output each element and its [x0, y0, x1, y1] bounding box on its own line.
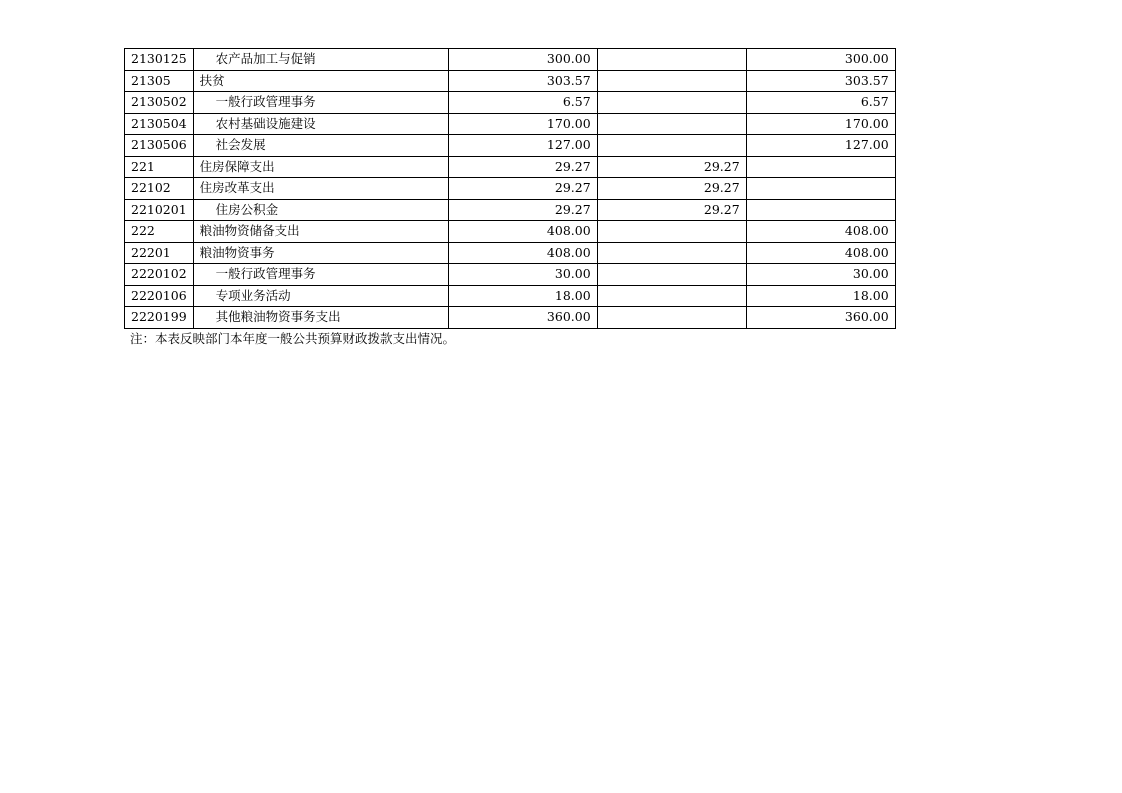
basic-expenditure-cell	[597, 70, 746, 92]
project-expenditure-cell: 30.00	[746, 264, 895, 286]
subject-name-text: 农村基础设施建设	[215, 115, 316, 131]
basic-expenditure-cell	[597, 285, 746, 307]
table-row	[125, 307, 896, 329]
total-amount-cell: 29.27	[448, 199, 597, 221]
total-amount-cell: 127.00	[448, 135, 597, 157]
subject-name-cell	[193, 49, 448, 71]
subject-code-cell: 2130502	[125, 92, 194, 114]
subject-name-cell	[193, 264, 448, 286]
subject-name-text: 专项业务活动	[215, 287, 291, 303]
basic-expenditure-cell: 29.27	[597, 199, 746, 221]
table-note: 注：本表反映部门本年度一般公共预算财政拨款支出情况。	[130, 331, 456, 346]
basic-expenditure-cell: 29.27	[597, 156, 746, 178]
basic-expenditure-cell	[597, 242, 746, 264]
total-amount-cell: 300.00	[448, 49, 597, 71]
subject-code-cell: 2220106	[125, 285, 194, 307]
subject-name-text: 粮油物资储备支出	[199, 223, 300, 239]
subject-name-text: 一般行政管理事务	[215, 94, 316, 110]
table-row	[125, 156, 896, 178]
total-amount-cell: 360.00	[448, 307, 597, 329]
subject-name-text: 一般行政管理事务	[215, 266, 316, 282]
project-expenditure-cell: 6.57	[746, 92, 895, 114]
total-amount-cell: 408.00	[448, 242, 597, 264]
basic-expenditure-cell	[597, 113, 746, 135]
subject-name-cell	[193, 70, 448, 92]
table-row	[125, 92, 896, 114]
subject-name-text: 其他粮油物资事务支出	[215, 309, 341, 325]
project-expenditure-cell	[746, 178, 895, 200]
budget-table-body	[125, 49, 896, 329]
subject-name-cell	[193, 92, 448, 114]
project-expenditure-cell: 408.00	[746, 242, 895, 264]
subject-name-text: 住房改革支出	[199, 180, 275, 196]
subject-name-text: 扶贫	[199, 72, 225, 88]
total-amount-cell: 18.00	[448, 285, 597, 307]
basic-expenditure-cell	[597, 221, 746, 243]
basic-expenditure-cell	[597, 307, 746, 329]
subject-name-cell	[193, 113, 448, 135]
subject-code-cell: 221	[125, 156, 194, 178]
total-amount-cell: 29.27	[448, 156, 597, 178]
subject-name-cell	[193, 199, 448, 221]
total-amount-cell: 303.57	[448, 70, 597, 92]
subject-name-text: 住房公积金	[215, 201, 279, 217]
subject-code-cell: 22102	[125, 178, 194, 200]
subject-code-cell: 2220199	[125, 307, 194, 329]
project-expenditure-cell: 127.00	[746, 135, 895, 157]
table-row	[125, 221, 896, 243]
subject-name-cell	[193, 135, 448, 157]
basic-expenditure-cell	[597, 92, 746, 114]
table-row	[125, 178, 896, 200]
project-expenditure-cell: 170.00	[746, 113, 895, 135]
total-amount-cell: 170.00	[448, 113, 597, 135]
total-amount-cell: 408.00	[448, 221, 597, 243]
subject-code-cell: 2130125	[125, 49, 194, 71]
subject-code-cell: 2130506	[125, 135, 194, 157]
subject-name-text: 农产品加工与促销	[215, 51, 316, 67]
subject-code-cell: 2210201	[125, 199, 194, 221]
basic-expenditure-cell: 29.27	[597, 178, 746, 200]
subject-name-text: 社会发展	[215, 137, 266, 153]
project-expenditure-cell: 408.00	[746, 221, 895, 243]
basic-expenditure-cell	[597, 49, 746, 71]
subject-name-cell	[193, 285, 448, 307]
budget-table	[124, 48, 896, 329]
project-expenditure-cell: 18.00	[746, 285, 895, 307]
total-amount-cell: 30.00	[448, 264, 597, 286]
table-row	[125, 135, 896, 157]
subject-code-cell: 2220102	[125, 264, 194, 286]
project-expenditure-cell	[746, 199, 895, 221]
project-expenditure-cell: 360.00	[746, 307, 895, 329]
subject-code-cell: 22201	[125, 242, 194, 264]
subject-name-cell	[193, 178, 448, 200]
subject-name-cell	[193, 242, 448, 264]
table-row	[125, 285, 896, 307]
table-row	[125, 49, 896, 71]
budget-table-container	[124, 48, 896, 329]
basic-expenditure-cell	[597, 264, 746, 286]
table-row	[125, 113, 896, 135]
total-amount-cell: 6.57	[448, 92, 597, 114]
table-row	[125, 70, 896, 92]
subject-code-cell: 222	[125, 221, 194, 243]
table-row	[125, 199, 896, 221]
total-amount-cell: 29.27	[448, 178, 597, 200]
table-row	[125, 242, 896, 264]
subject-name-text: 住房保障支出	[199, 158, 275, 174]
subject-name-cell	[193, 307, 448, 329]
subject-name-cell	[193, 221, 448, 243]
project-expenditure-cell: 300.00	[746, 49, 895, 71]
subject-name-text: 粮油物资事务	[199, 244, 275, 260]
project-expenditure-cell	[746, 156, 895, 178]
subject-code-cell: 21305	[125, 70, 194, 92]
table-row	[125, 264, 896, 286]
project-expenditure-cell: 303.57	[746, 70, 895, 92]
subject-code-cell: 2130504	[125, 113, 194, 135]
basic-expenditure-cell	[597, 135, 746, 157]
subject-name-cell	[193, 156, 448, 178]
